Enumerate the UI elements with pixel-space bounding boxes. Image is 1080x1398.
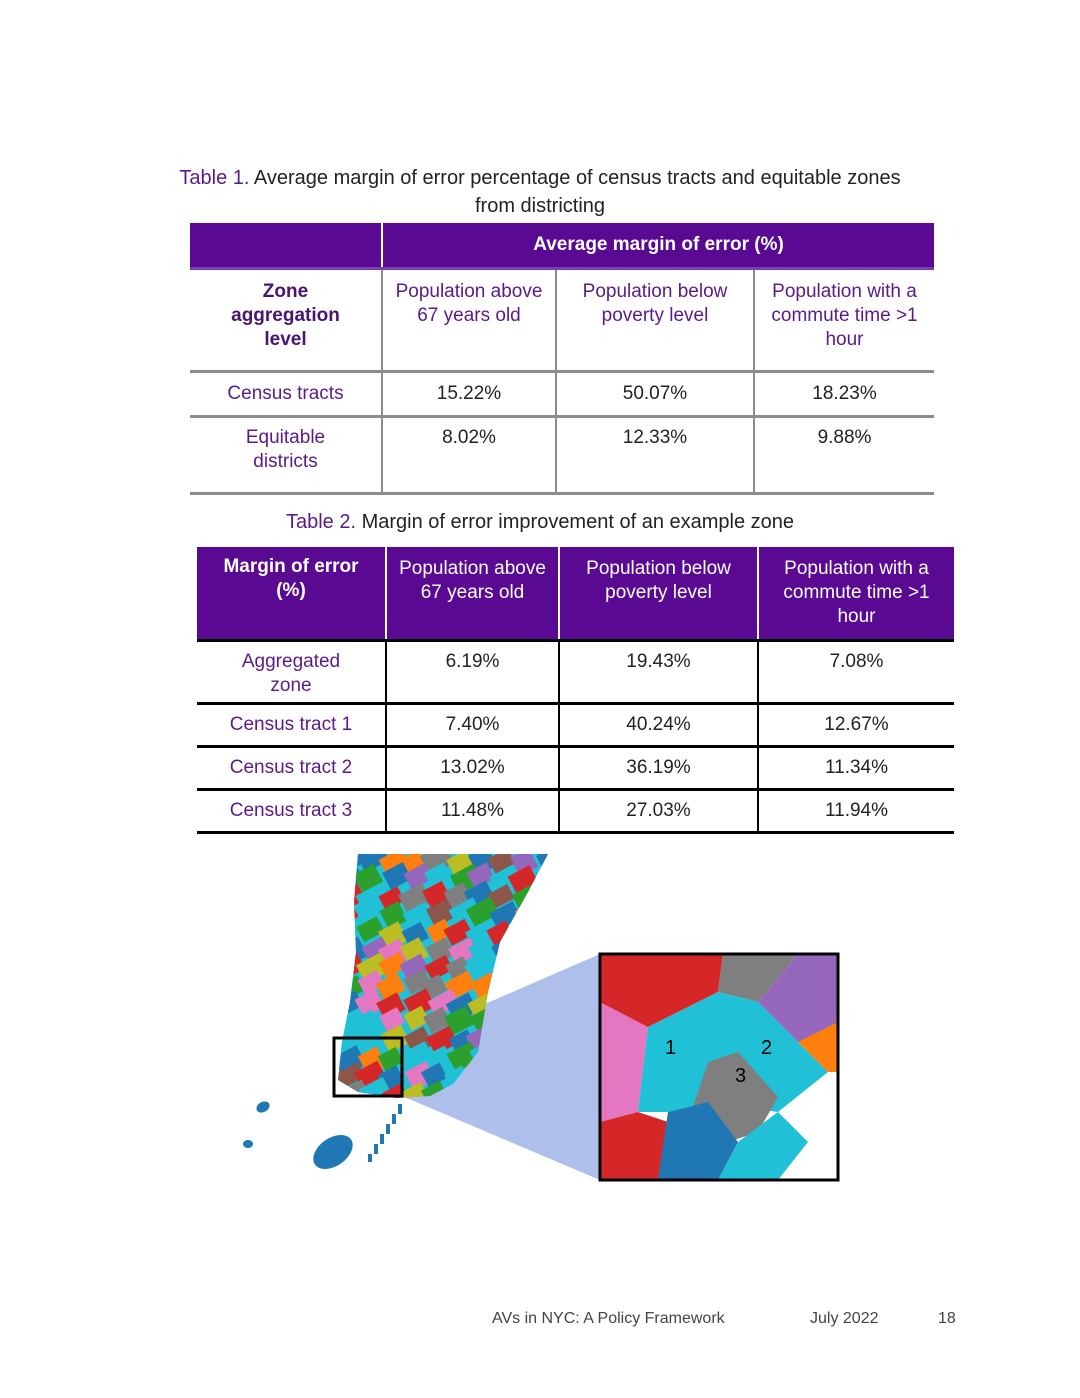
table-cell: 11.48% [386,790,559,833]
tract-tile [507,936,537,966]
tract-label: 1 [665,1037,677,1059]
table-cell: 6.19% [386,641,559,704]
row-label: Census tract 2 [197,747,386,790]
pier-marks [368,1104,402,1162]
tract-tile [536,852,565,873]
table-cell: 12.33% [556,417,754,494]
table-cell: 11.94% [758,790,954,833]
tract-tile [509,920,540,947]
table-row [197,641,954,704]
row-label: Equitable districts [190,417,382,494]
table1-caption [140,164,940,220]
table1-group-header-row [190,223,934,269]
table-cell: 27.03% [559,790,758,833]
table-cell: 12.67% [758,704,954,747]
table-cell: 36.19% [559,747,758,790]
table1-zone-header: Zone aggregation level [190,269,382,372]
table1-caption-line1: Average margin of error percentage of census tracts and equitable zones [253,167,901,189]
table1-col-header: Population below poverty level [556,269,754,372]
table2-col-header: Population below poverty level [559,547,758,641]
tract-tile [531,919,560,947]
small-island [254,1099,271,1115]
page-number: 18 [938,1310,956,1327]
table2-header-row [197,547,954,641]
table1-group-header: Average margin of error (%) [382,223,934,269]
table2-col-header: Population with a commute time >1 hour [758,547,954,641]
table2-corner-header: Margin of error (%) [197,547,386,641]
table2-col-header: Population above 67 years old [386,547,559,641]
table-cell: 18.23% [754,372,934,417]
table-row [190,372,934,417]
table2-label: Table 2. [285,511,357,533]
tract-label: 2 [761,1037,773,1059]
manhattan-zone-map [238,852,842,1192]
table-cell: 7.40% [386,704,559,747]
table1-label: Table 1. [179,167,250,189]
table-cell: 7.08% [758,641,954,704]
tract-label: 3 [735,1065,747,1087]
table-row [197,704,954,747]
footer-title: AVs in NYC: A Policy Framework [492,1310,725,1327]
table1-header-blank [190,223,382,269]
table2 [197,547,954,834]
table-cell: 13.02% [386,747,559,790]
tract-tile [534,881,562,906]
small-island [243,1140,253,1148]
table-cell: 50.07% [556,372,754,417]
table-cell: 15.22% [382,372,556,417]
table-cell: 40.24% [559,704,758,747]
governors-island [307,1128,359,1176]
table-cell: 19.43% [559,641,758,704]
row-label: Census tract 1 [197,704,386,747]
row-label: Census tract 3 [197,790,386,833]
table-cell: 8.02% [382,417,556,494]
inset-zoom [600,954,838,1180]
table-row [197,790,954,833]
table1-col-header: Population with a commute time >1 hour [754,269,934,372]
table1-column-header-row [190,269,934,372]
table2-caption-text: Margin of error improvement of an example zone [361,511,795,533]
tract-tile [536,933,569,962]
table-cell: 11.34% [758,747,954,790]
table-row [190,417,934,494]
table1-caption-line2: from districting [474,195,606,217]
row-label: Aggregated zone [197,641,386,704]
table1-col-header: Population above 67 years old [382,269,556,372]
table-row [197,747,954,790]
table1 [190,223,934,495]
table-cell: 9.88% [754,417,934,494]
table2-caption [140,508,940,536]
row-label: Census tracts [190,372,382,417]
footer-date: July 2022 [810,1310,879,1327]
tract-tile [537,901,565,929]
